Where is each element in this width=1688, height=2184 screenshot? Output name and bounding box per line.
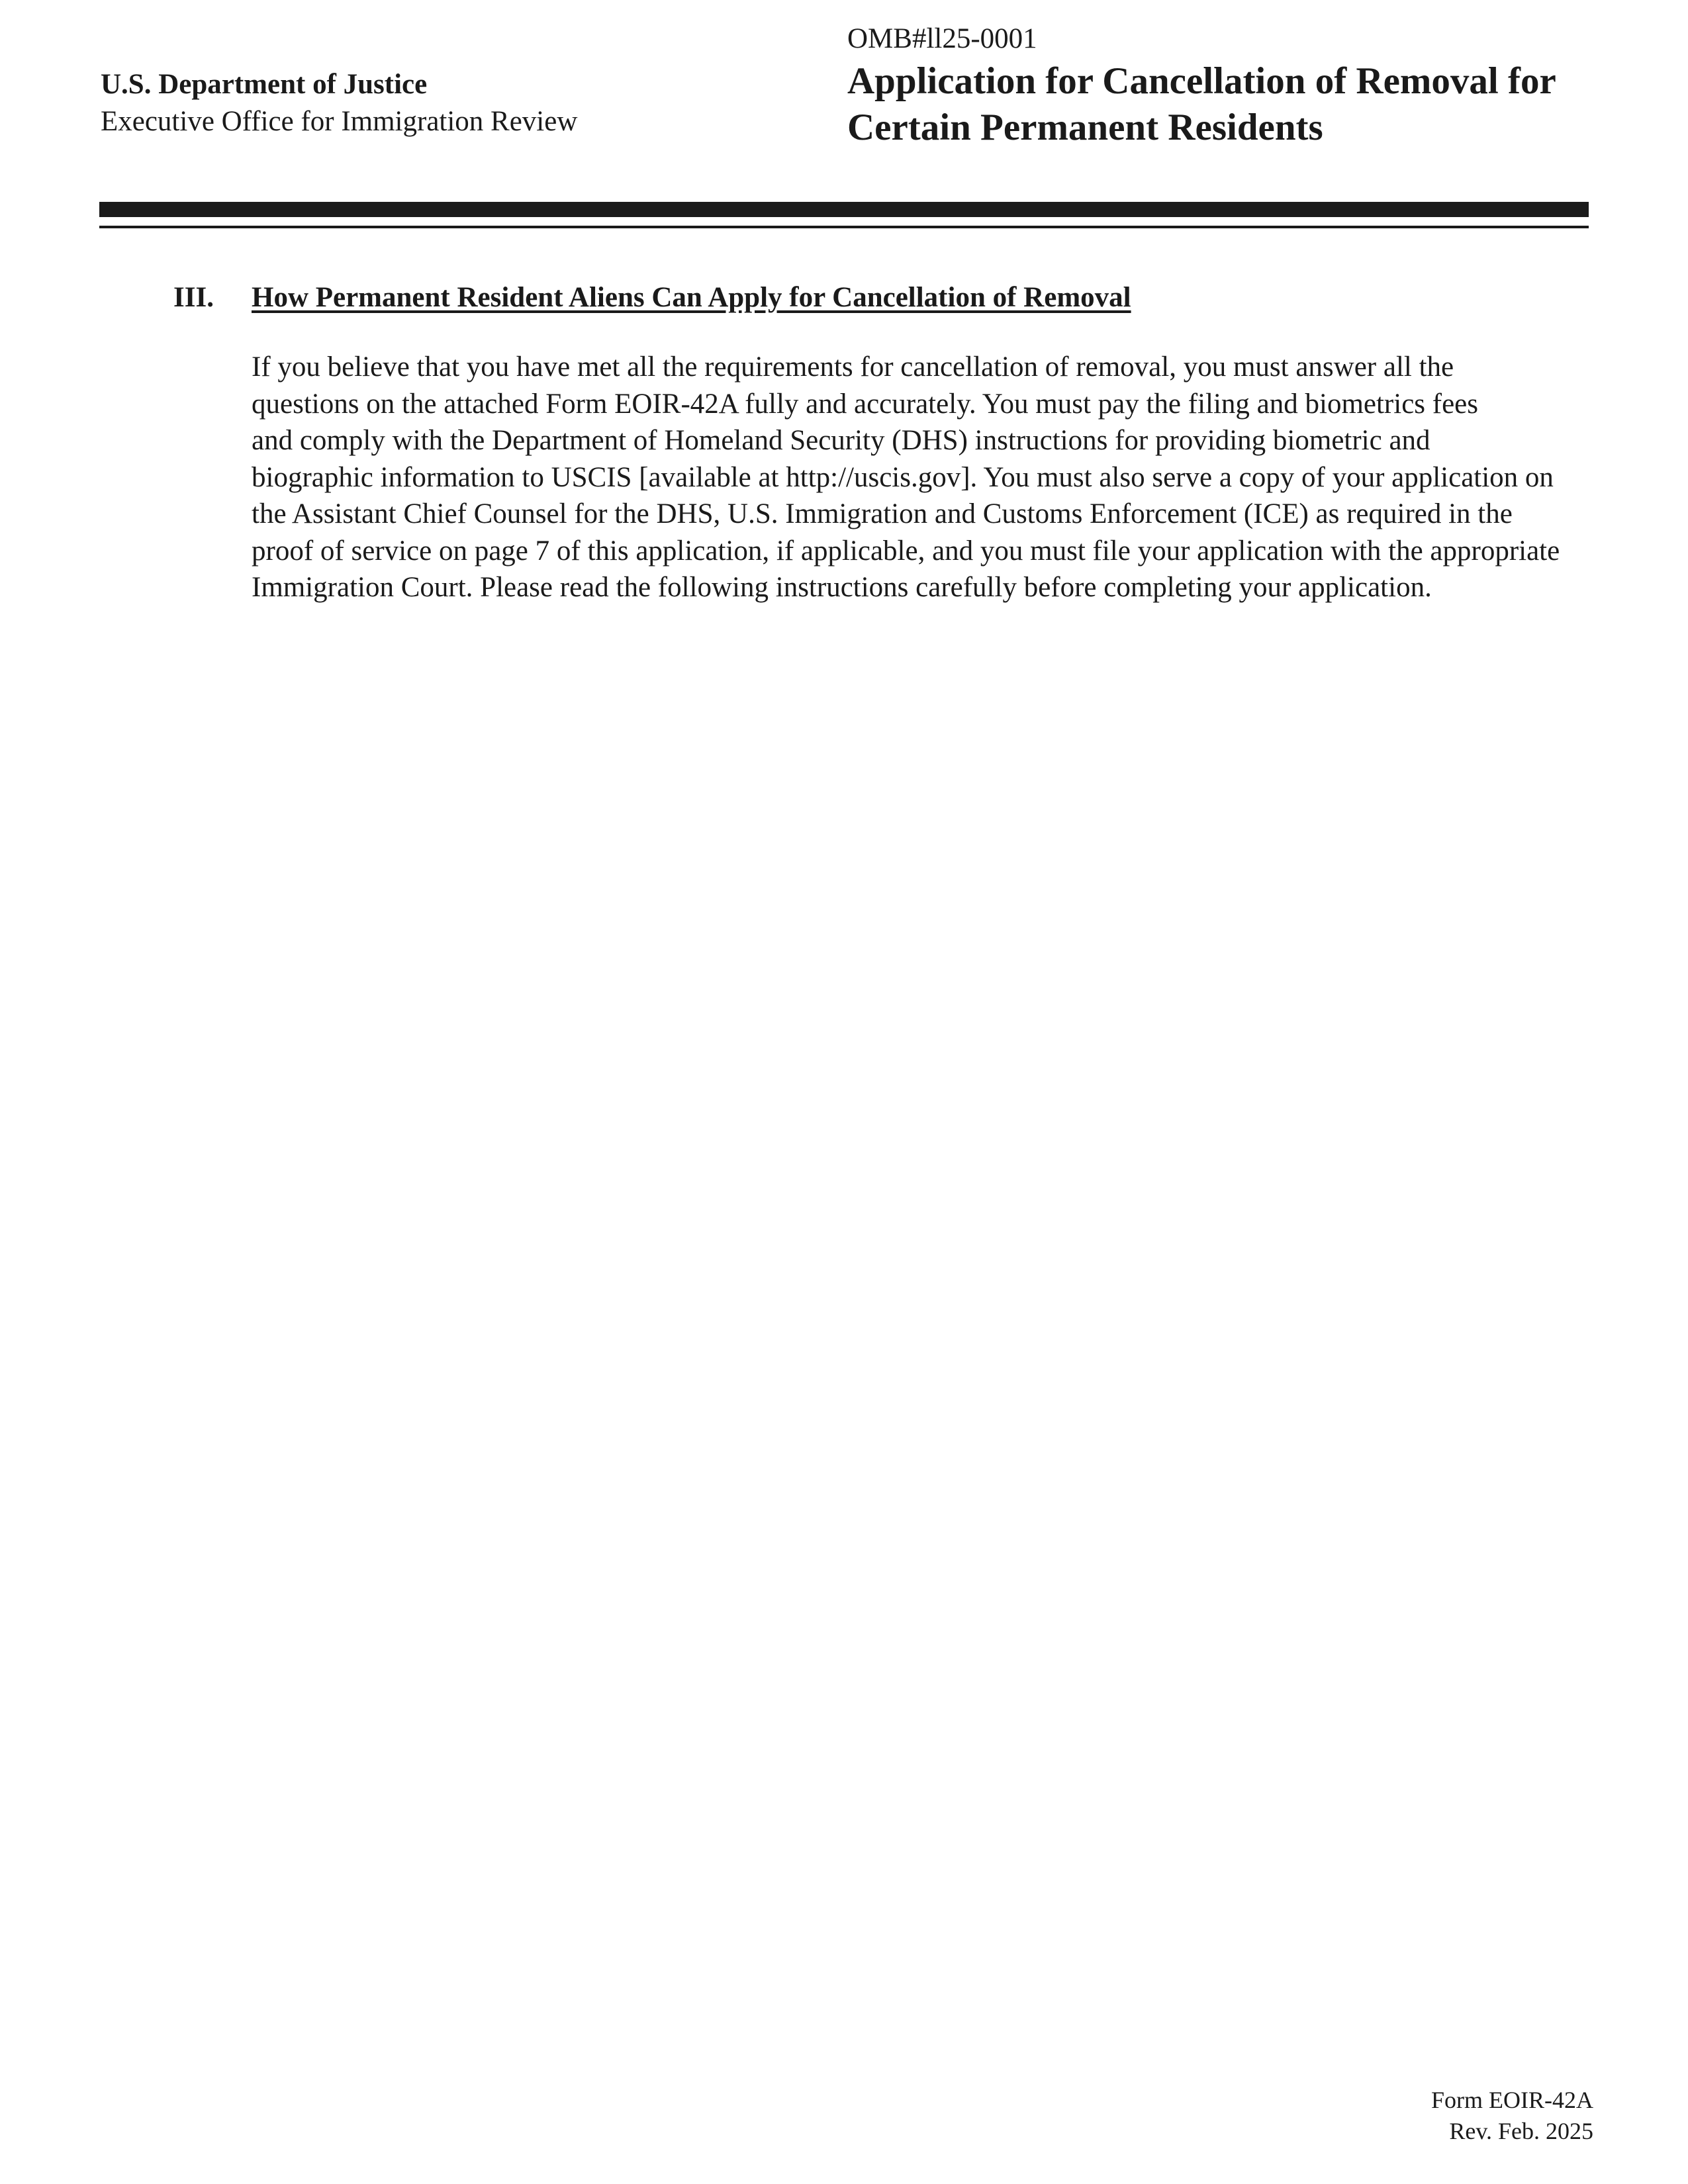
form-title-line-1: Application for Cancellation of Removal for <box>847 60 1556 102</box>
paragraph-line: If you believe that you have met all the requirements for cancellation of removal, you must answer all the <box>252 351 1454 383</box>
agency-office: Executive Office for Immigration Review <box>101 106 578 137</box>
form-id: Form EOIR-42A <box>1431 2087 1593 2113</box>
form-revision: Rev. Feb. 2025 <box>1449 2118 1593 2144</box>
header-rule-thin <box>99 226 1589 228</box>
header-rule-thick <box>99 202 1589 217</box>
paragraph-line: questions on the attached Form EOIR-42A fully and accurately. You must pay the filing and biometrics fees <box>252 388 1478 420</box>
footer <box>1431 2085 1593 2147</box>
form-title-block <box>847 20 1609 151</box>
agency-block <box>101 66 763 140</box>
form-title-line-2: Certain Permanent Residents <box>847 107 1323 148</box>
paragraph-line: proof of service on page 7 of this application, if applicable, and you must file your application with the appropriate <box>252 535 1560 567</box>
paragraph-line: biographic information to USCIS [available at http://uscis.gov]. You must also serve a copy of your application on <box>252 461 1554 493</box>
omb-number: OMB#ll25-0001 <box>847 23 1037 54</box>
section-body <box>252 349 1582 606</box>
section-number: III. <box>173 282 214 313</box>
agency-name: U.S. Department of Justice <box>101 69 428 100</box>
section-paragraph <box>252 349 1582 606</box>
paragraph-line: the Assistant Chief Counsel for the DHS, U.S. Immigration and Customs Enforcement (ICE) as required in the <box>252 498 1513 529</box>
paragraph-line: Immigration Court. Please read the following instructions carefully before completing your application. <box>252 572 1432 603</box>
paragraph-line: and comply with the Department of Homeland Security (DHS) instructions for providing biometric and <box>252 425 1430 456</box>
section-heading: How Permanent Resident Aliens Can Apply for Cancellation of Removal <box>252 282 1131 313</box>
